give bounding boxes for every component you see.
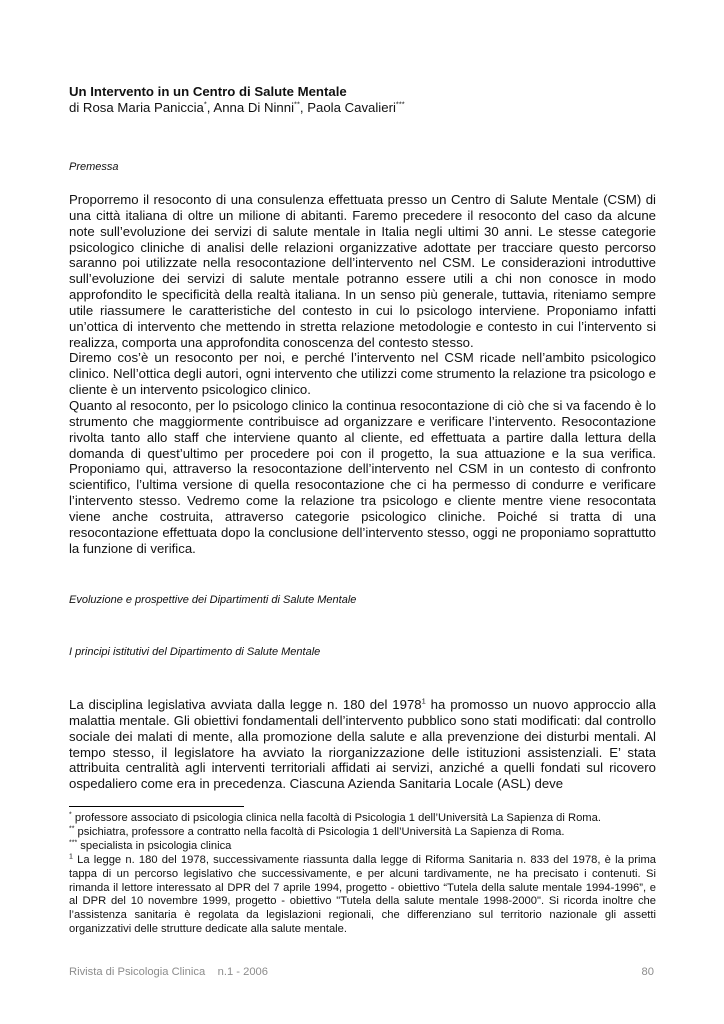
paragraph-3: Quanto al resoconto, per lo psicologo clinico la continua resocontazione di ciò che si va facendo è lo strumento che maggiormente contribuisce ad organizzare e verificare l’intervento. Resocontazione rivolta tanto allo staff che interviene quanto al cliente, ed effettuata a partire dalla lettura della domanda di quest’ultimo per procedere poi con il progetto, la sua attuazione e la sua verifica. Proponiamo qui, attraverso la resocontazione dell’intervento nel CSM in un contesto di confronto scientifico, l’ultima versione di quella resocontazione che ci ha permesso di condurre e verificare l’intervento stesso. Vedremo come la relazione tra psicologo e cliente mentre viene resocontata viene anche costruita, attraverso categorie psicologico cliniche. Poiché si tratta di una resocontazione effettuata dopo la conclusione dell’intervento stesso, oggi ne proponiamo soprattutto la funzione di verifica. [69, 397, 656, 556]
author1-footnote-mark: * [203, 99, 207, 109]
article-title: Un Intervento in un Centro di Salute Mentale [69, 84, 347, 99]
principi-body [69, 697, 656, 792]
footnote-mark: *** [69, 839, 78, 847]
premessa-body [69, 192, 656, 556]
page-footer-journal [69, 966, 268, 978]
footnote-mark: * [69, 811, 72, 819]
footnote-ref-1[interactable]: 1 [421, 696, 426, 706]
author2-footnote-mark: ** [294, 99, 300, 109]
footnote-mark: ** [69, 825, 75, 833]
footnote-2 [69, 826, 656, 840]
footnotes [69, 812, 656, 937]
paragraph-4-part-a: La disciplina legislativa avviata dalla legge n. 180 del 1978 [69, 697, 422, 712]
footnote-1 [69, 812, 656, 826]
author3-footnote-mark: *** [395, 99, 405, 109]
page-number: 80 [641, 966, 654, 978]
footnote-text: specialista in psicologia clinica [77, 839, 232, 852]
footnote-3 [69, 840, 656, 854]
footnote-text: psichiatra, professore a contratto nella facoltà di Psicologia 1 dell’Università La Sapienza di Roma. [74, 825, 565, 838]
journal-name: Rivista di Psicologia Clinica [69, 966, 206, 978]
article-authors [69, 100, 405, 115]
footnote-mark: 1 [69, 852, 73, 860]
footnote-4 [69, 854, 656, 937]
authors-mid-1: , Anna Di Ninni [206, 100, 295, 115]
paragraph-1: Proporremo il resoconto di una consulenza effettuata presso un Centro di Salute Mentale (CSM) di una città italiana di oltre un milione di abitanti. Faremo precedere il resoconto del caso da alcune note sull’evoluzione dei servizi di salute mentale in Italia negli ultimi 30 anni. Le stesse categorie psicologico cliniche di analisi delle relazioni organizzative adottate per tracciare questo percorso saranno poi utilizzate nella resocontazione dell’intervento nel CSM. Le considerazioni introduttive sull’evoluzione dei servizi di salute mentale potranno essere utili a chi non conosce in modo approfondito le specificità della realtà italiana. In un senso più generale, tuttavia, riteniamo sempre utile riassumere le caratteristiche del contesto in cui lo psicologo interviene. Proponiamo infatti un’ottica di intervento che mettendo in stretta relazione metodologie e contesto in cui l’intervento si realizza, comporta una approfondita conoscenza del contesto stesso. [69, 192, 656, 350]
paragraph-2: Diremo cos’è un resoconto per noi, e perché l’intervento nel CSM ricade nell’ambito psicologico clinico. Nell’ottica degli autori, ogni intervento che utilizzi come strumento la relazione tra psicologo e cliente è un intervento psicologico clinico. [69, 350, 656, 398]
journal-issue: n.1 - 2006 [217, 966, 268, 978]
footnote-text: professore associato di psicologia clinica nella facoltà di Psicologia 1 dell’Università La Sapienza di Roma. [71, 812, 601, 824]
authors-prefix: di Rosa Maria Paniccia [69, 100, 204, 115]
paragraph-4-part-b: ha promosso un nuovo approccio alla malattia mentale. Gli obiettivi fondamentali dell’intervento pubblico sono stati modificati: dal controllo sociale dei malati di mente, alla promozione della salute e alla prevenzione dei disturbi mentali. Al tempo stesso, il legislatore ha avviato la riorganizzazione delle istituzioni assistenziali. E’ stata attribuita centralità agli interventi territoriali affidati ai servizi, anziché a quelli fondati sul ricovero ospedaliero come era in precedenza. Ciascuna Azienda Sanitaria Locale (ASL) deve [69, 697, 656, 792]
paragraph-4 [69, 697, 656, 792]
section-heading-premessa: Premessa [69, 161, 119, 173]
authors-mid-2: , Paola Cavalieri [299, 100, 396, 115]
footnote-text: La legge n. 180 del 1978, successivamente riassunta dalla legge di Riforma Sanitaria n. 833 del 1978, è la prima tappa di un percorso legislativo che successivamente, e per alcuni tardivamente, ne ha precisato i contenuti. Si rimanda il lettore interessato al DPR del 7 aprile 1994, progetto - obiettivo “Tutela della salute mentale 1994-1996”, e al DPR del 10 novembre 1999, progetto - obiettivo "Tutela della salute mentale 1998-2000". Si ricorda inoltre che l’assistenza sanitaria è regolata da legislazioni regionali, che differenziano sul territorio nazionale gli assetti organizzativi delle strutture dedicate alla salute mentale. [69, 853, 656, 936]
footnote-separator [69, 806, 244, 807]
section-heading-principi: I principi istitutivi del Dipartimento di Salute Mentale [69, 646, 321, 658]
section-heading-evoluzione: Evoluzione e prospettive dei Dipartimenti di Salute Mentale [69, 594, 357, 606]
